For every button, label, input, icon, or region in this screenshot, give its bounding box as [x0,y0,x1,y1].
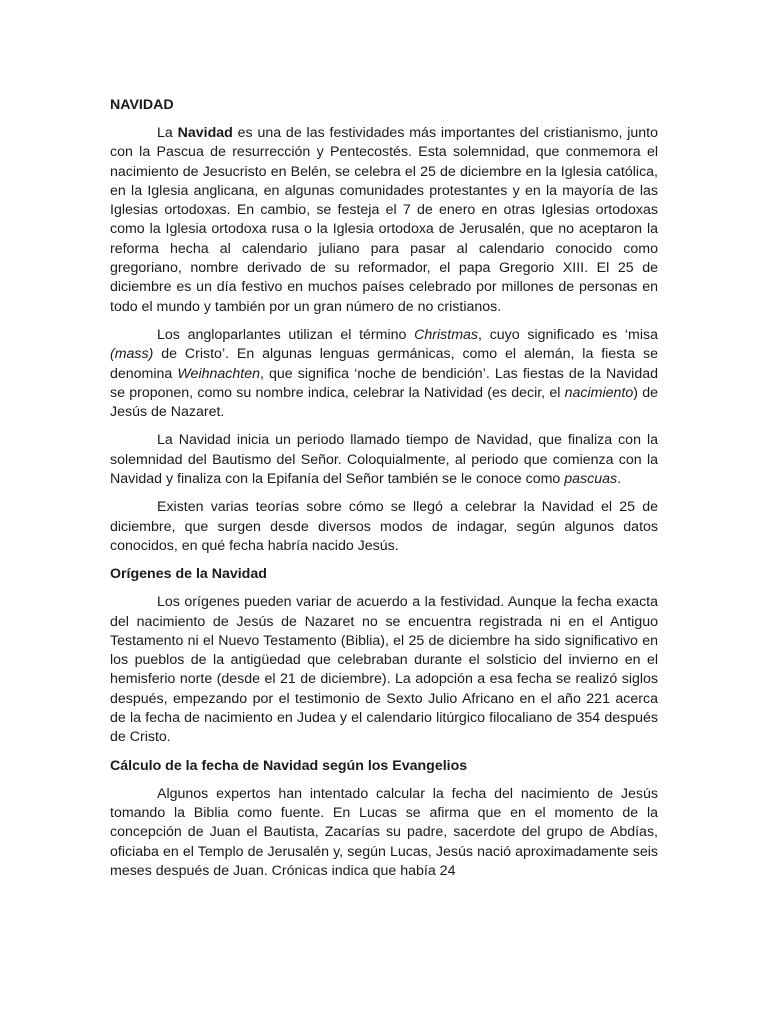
text-run: La Navidad inicia un periodo llamado tiempo de Navidad, que finaliza con la solemnidad del Bautismo del Señor. Coloquialmente, al periodo que comienza con la Navidad y finaliza con la Epifanía del Señor también se le conoce como [110,432,658,488]
paragraph-origenes: Los orígenes pueden variar de acuerdo a la festividad. Aunque la fecha exacta del nacimiento de Jesús de Nazaret no se encuentra registrada ni en el Antiguo Testamento ni el Nuevo Testamento (Biblia), el 25 de diciembre ha sido significativo en los pueblos de la antigüedad que celebraban durante el solsticio del invierno en el hemisferio norte (desde el 21 de diciembre). La adopción a esa fecha se realizó siglos después, empezando por el testimonio de Sexto Julio Africano en el año 221 acerca de la fecha de nacimiento en Judea y el calendario litúrgico filocaliano de 354 después de Cristo. [110,594,658,746]
italic-term-weihnachten: Weihnachten [177,365,260,382]
heading-calculo-fecha: Cálculo de la fecha de Navidad según los Evangelios [110,757,468,774]
text-run: , que significa ‘noche de bendición’. Las fiestas de la Navidad se proponen, como su nombre indica, celebrar la Natividad (es decir, el [110,365,658,401]
italic-term-pascuas: pascuas [564,471,618,488]
text-run: . [617,471,622,488]
paragraph-tiempo-navidad [110,431,658,489]
italic-term-nacimiento: nacimiento [564,384,634,401]
text-run: , cuyo significado es ‘misa [478,326,658,343]
heading-origenes: Orígenes de la Navidad [110,566,267,583]
italic-term-christmas: Christmas [414,326,479,343]
text-run: es una de las festividades más importantes del cristianismo, junto con la Pascua de resurrección y Pentecostés. Esta solemnidad, que conmemora el nacimiento de Jesucristo en Belén, se celebra el 25 de diciembre en la Iglesia católica, en la Iglesia anglicana, en algunas comunidades protestantes y en la mayoría de las Iglesias ortodoxas. En cambio, se festeja el 7 de enero en otras Iglesias ortodoxas como la Iglesia ortodoxa rusa o la Iglesia ortodoxa de Jerusalén, que no aceptaron la reforma hecha al calendario juliano para pasar al calendario conocido como gregoriano, nombre derivado de su reformador, el papa Gregorio XIII. El 25 de diciembre es un día festivo en muchos países celebrado por millones de personas en todo el mundo y también por un gran número de no cristianos. [110,125,658,315]
paragraph-intro [110,124,658,317]
document-title: NAVIDAD [110,97,174,113]
bold-term-navidad: Navidad [177,125,233,141]
italic-term-mass: (mass) [110,346,154,363]
text-run: Los angloparlantes utilizan el término [157,326,415,343]
text-run: ) de Jesús de Nazaret. [110,384,658,421]
text-run: La [157,125,178,141]
paragraph-calculo: Algunos expertos han intentado calcular la fecha del nacimiento de Jesús tomando la Biblia como fuente. En Lucas se afirma que en el momento de la concepción de Juan el Bautista, Zacarías su padre, sacerdote del grupo de Abdías, oficiaba en el Templo de Jerusalén y, según Lucas, Jesús nació aproximadamente seis meses después de Juan. Crónicas indica que había 24 [110,785,658,879]
paragraph-etymology [110,326,658,422]
text-run: de Cristo’. En algunas lenguas germánicas, como el alemán, la fiesta se denomina [110,346,658,382]
paragraph-teorias: Existen varias teorías sobre cómo se llegó a celebrar la Navidad el 25 de diciembre, que surgen desde diversos modos de indagar, según algunos datos conocidos, en qué fecha habría nacido Jesús. [110,499,658,554]
